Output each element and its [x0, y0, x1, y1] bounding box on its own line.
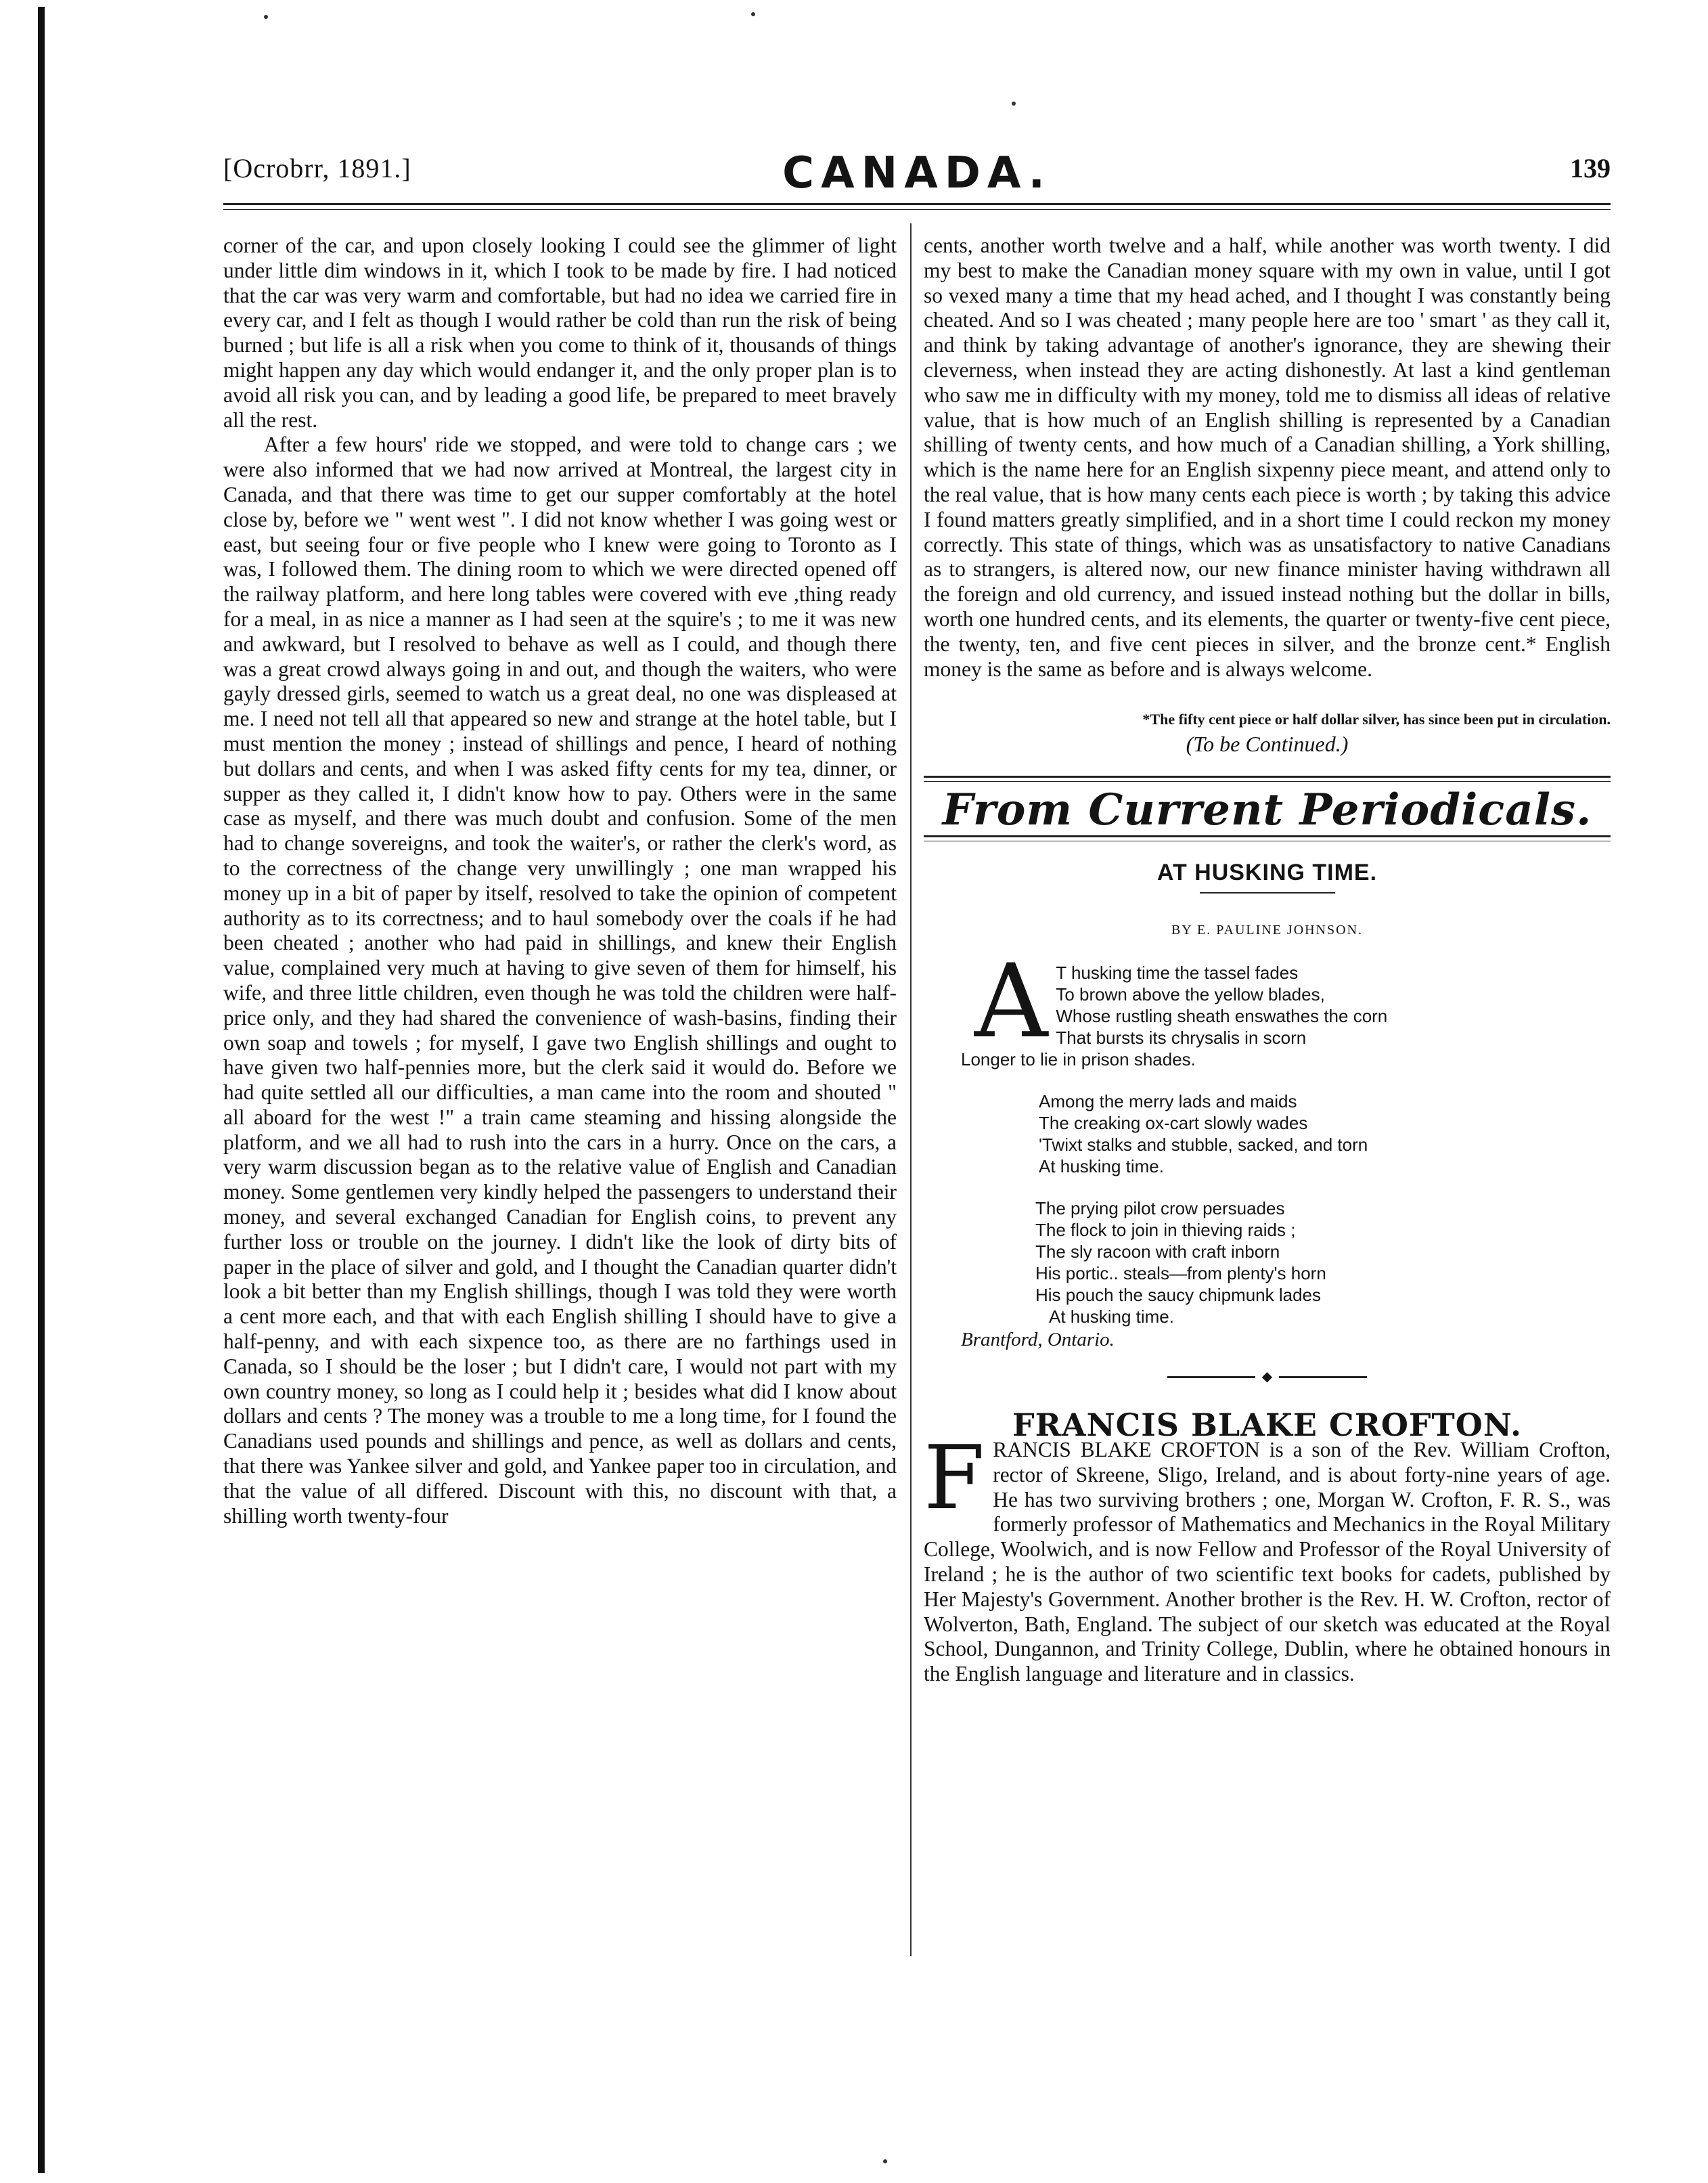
bio-drop-cap: F — [924, 1426, 985, 1529]
poem-line: To brown above the yellow blades, — [1056, 984, 1325, 1005]
poem-stanza — [1035, 1197, 1611, 1327]
footnote: *The fifty cent piece or half dollar silver, has since been put in circulation. — [1142, 711, 1611, 728]
ink-speck — [751, 12, 755, 16]
poem-title: AT HUSKING TIME. — [1156, 859, 1378, 885]
ink-speck — [883, 2159, 887, 2163]
bio-text: RANCIS BLAKE CROFTON is a son of the Rev. William Crofton, rector of Skreene, Sligo, Ireland, and is about forty-nine years of age. He has two surviving brothers ; one, Morgan W. Crofton, F. R. S., was formerly professor of Mathematics and Mechanics in the Royal Military College, Woolwich, and is now Fellow and Professor of the Royal University of Ireland ; he is the author of two scientific text books for cadets, published by Her Majesty's Government. Another brother is the Rev. H. W. Crofton, rector of Wolverton, Bath, England. The subject of our sketch was educated at the Royal School, Dungannon, and Trinity College, Dublin, where he obtained honours in the English language and literature and in classics. — [924, 1438, 1611, 1686]
bio-paragraph — [924, 1426, 1611, 1687]
section-rule — [924, 835, 1611, 837]
running-header — [223, 148, 1611, 198]
section-rule — [924, 776, 1611, 778]
page-binding-edge — [38, 7, 45, 2173]
poem-line: The prying pilot crow persuades — [1035, 1197, 1285, 1218]
poem-line: Longer to lie in prison shades. — [961, 1049, 1196, 1070]
poem-place: Brantford, Ontario. — [961, 1328, 1115, 1350]
poem-line: At husking time. — [1049, 1306, 1174, 1327]
to-be-continued: (To be Continued.) — [1186, 732, 1349, 757]
right-column — [924, 234, 1611, 1687]
poem-line: Among the merry lads and maids — [1039, 1090, 1297, 1111]
poem-line: His portic.. steals—from plenty's horn — [1035, 1262, 1326, 1283]
article-paragraph: After a few hours' ride we stopped, and were told to change cars ; we were also informed that we had now arrived at Montreal, the largest city in Canada, and that there was time to get our supper comfortably at the hotel close by, before we " went west ". I did not know whether I was going west or east, but seeing four or five people who I knew were going to Toronto as I was, I followed them. The dining room to which we were directed opened off the railway platform, and here long tables were covered with eve ,thing ready for a meal, in as nice a manner as I had seen at the squire's ; to me it was new and awkward, but I resolved to behave as well as I could, and though there was a great crowd always going in and out, and though the waiters, who were gayly dressed girls, seemed to watch us a great deal, no one was displeased at me. I need not tell all that appeared so new and strange at the hotel table, but I must mention the money ; instead of shillings and pence, I heard of nothing but dollars and cents, and when I was asked fifty cents for my tea, dinner, or supper as they called it, I didn't know how to pay. Others were in the same case as myself, and there was much doubt and confusion. Some of the men had to change sovereigns, and took the waiter's, or rather the clerk's word, as to the correctness of the change very unwillingly ; one man wrapped his money up in a bit of paper by itself, resolved to take the opinion of competent authority as to its correctness; and to haul somebody over the coals if he had been cheated ; another who had paid in shillings, and knew their English value, complained very much at having to give seven of them for himself, his wife, and three little children, even though he was told the children were half-price only, and they had shared the convenience of wash-basins, finding their own soap and towels ; for myself, I gave two English shillings and ought to have given two half-pennies more, but the clerk said it would do. Before we had quite settled all our difficulties, a man came into the room and shouted " all aboard for the west !" a train came steaming and hissing alongside the platform, and we all had to rush into the cars in a hurry. Once on the cars, a very warm discussion began as to the relative value of English and Canadian money. Some gentlemen very kindly helped the passengers to understand their money, and several exchanged Canadian for English coins, to prevent any further loss or trouble on the journey. I didn't like the look of dirty bits of paper in the place of silver and gold, and I thought the Canadian quarter didn't look a bit better than my English shillings, though I was told they were worth a cent more each, and that with each English shilling I should have to give a half-penny, and with each sixpence too, as there are no farthings used in Canada, so I should be the loser ; but I didn't care, I would not part with my own country money, so long as I could help it ; besides what did I know about dollars and cents ? The money was a trouble to me a long time, for I found the Canadians used pounds and shillings and pence, as well as dollars and cents, that there was Yankee silver and gold, and Yankee paper too in circulation, and that the value of all differed. Discount with this, no discount with that, a shilling worth twenty-four — [223, 433, 897, 1528]
bio-title: FRANCIS BLAKE CROFTON. — [1012, 1407, 1522, 1444]
poem-author: BY E. PAULINE JOHNSON. — [1171, 922, 1364, 938]
poem-line: The sly racoon with craft inborn — [1035, 1241, 1280, 1262]
poem-line: 'Twixt stalks and stubble, sacked, and torn — [1039, 1134, 1368, 1155]
magazine-title: CANADA. — [782, 148, 1052, 198]
section-heading: From Current Periodicals. — [942, 785, 1592, 836]
ornamental-divider: ◆ — [924, 1364, 1611, 1390]
article-paragraph: corner of the car, and upon closely looking I could see the glimmer of light under little dim windows in it, which I took to be made by fire. I had noticed that the car was very warm and comfortable, but had no idea we carried fire in every car, and I felt as though I would rather be cold than run the risk of being burned ; but life is all a risk when you come to think of it, thousands of things might happen any day which would endanger it, and the only proper plan is to avoid all risk you can, and by leading a good life, be prepared to meet bravely all the rest. — [223, 234, 897, 432]
title-rule — [1200, 892, 1335, 894]
poem-line: His pouch the saucy chipmunk lades — [1035, 1284, 1322, 1305]
header-rule-thin — [223, 209, 1611, 210]
issue-date: [Ocrobrr, 1891.] — [223, 153, 411, 183]
poem-line: That bursts its chrysalis in scorn — [1056, 1027, 1307, 1048]
poem-line: The flock to join in thieving raids ; — [1035, 1219, 1296, 1240]
header-rule — [223, 203, 1611, 205]
section-rule-thin — [924, 781, 1611, 782]
column-divider — [910, 223, 912, 1956]
poem-line: The creaking ox-cart slowly wades — [1039, 1112, 1308, 1133]
ink-speck — [264, 15, 268, 19]
poem-line: Whose rustling sheath enswathes the corn — [1056, 1005, 1388, 1026]
left-column — [223, 234, 897, 1528]
poem-stanza — [961, 942, 1611, 1070]
poem-line: T husking time the tassel fades — [1056, 962, 1299, 983]
poem-line: At husking time. — [1039, 1155, 1164, 1176]
poem-stanza — [1039, 1090, 1611, 1177]
ink-speck — [1012, 102, 1016, 106]
article-paragraph: cents, another worth twelve and a half, while another was worth twenty. I did my best to make the Canadian money square with my own in value, until I got so vexed many a time that my head ached, and I thought I was constantly being cheated. And so I was cheated ; many people here are too ' smart ' as they call it, and think by taking advantage of another's ignorance, they are shewing their cleverness, when instead they are acting dishonestly. At last a kind gentleman who saw me in difficulty with my money, told me to dismiss all ideas of relative value, that is how much of an English shilling is represented by a Canadian shilling of twenty cents, and how much of a Canadian shilling, a York shilling, which is the name here for an English sixpenny piece meant, and attend only to the real value, that is how many cents each piece is worth ; by taking this advice I found matters greatly simplified, and in a short time I could reckon my money correctly. This state of things, which was as unsatisfactory to native Canadians as to strangers, is altered now, our new finance minister having withdrawn all the foreign and old currency, and issued instead nothing but the dollar in bills, worth one hundred cents, and its elements, the quarter or twenty-five cent piece, the twenty, ten, and five cent pieces in silver, and the bronze cent.* English money is the same as before and is always welcome. — [924, 234, 1611, 681]
page-number: 139 — [1570, 153, 1611, 183]
poem-drop-cap: A — [974, 942, 1048, 1061]
